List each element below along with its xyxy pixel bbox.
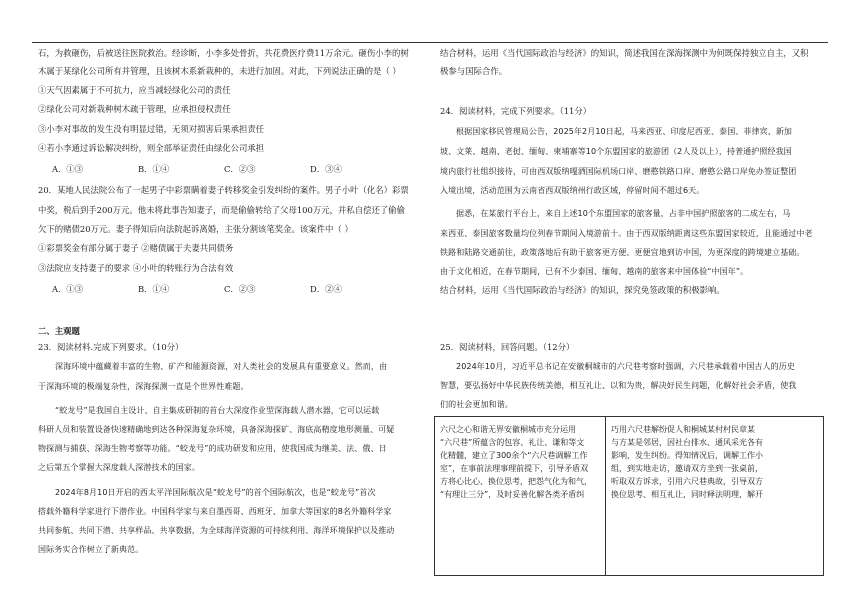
table-left-line: 方将心比心、换位思考，把怨气化为和气， — [440, 477, 592, 486]
table-right-line: 换位思考、相互礼让，同时释法明理，解开 — [611, 490, 763, 499]
q19-statement: ④若小李通过诉讼解决纠纷，则全部举证责任由绿化公司承担 — [38, 143, 265, 153]
q25-title: 25．阅读材料，回答问题。（12分） — [440, 342, 575, 352]
q24-material-line: 境内旅行社组织接待，可由西双版纳嘎洒国际机场口岸、磨憨铁路口岸、磨憨公路口岸免办签证整团 — [440, 167, 797, 176]
q19-option-a[interactable]: A．①③ — [52, 164, 84, 174]
q20-option-c[interactable]: C．②③ — [224, 284, 256, 294]
q23-material-line: 之后第五个掌握大深度载人深潜技术的国家。 — [38, 463, 200, 472]
q23-material-line: 国际务实合作树立了新典范。 — [38, 545, 144, 554]
q23-material-line: 于深海环境的极端复杂性，深海探测一直是个世界性难题。 — [38, 382, 249, 391]
q23-question-line: 极参与国际合作。 — [440, 66, 507, 76]
q20-option-a[interactable]: A．①③ — [52, 284, 84, 294]
q23-material-line: 共同参航、共同下潜、共享样品、共享数据，为全球海洋资源的可持续利用、海洋环境保护以及推动 — [38, 526, 395, 535]
table-cell-right — [611, 423, 819, 501]
q23-material-line: 深海环境中蕴藏着丰富的生物、矿产和能源资源，对人类社会的发展具有重要意义。然而，由 — [55, 362, 388, 371]
table-left-line: 室”，在事前法理事理前提下，引导矛盾双 — [440, 464, 589, 473]
q20-text-line: 中奖，税后到手200万元。他未将此事告知妻子，而是偷偷转给了父母100万元，并私自偿还了偷偷 — [38, 205, 405, 215]
q24-material-line: 根据国家移民管理局公告，2025年2月10日起，马来西亚、印度尼西亚、泰国、菲律宾、新加 — [456, 127, 793, 136]
table-right-line: 巧用六尺巷解纷促人和桐城某村村民章某 — [611, 425, 755, 434]
table-divider — [605, 417, 606, 575]
q24-material-line: 铁路和陆路交通前往，政策落地后有助于旅客更方便、更便宜地到访中国，为更深度的跨境建立基础。 — [440, 248, 805, 257]
q19-text-line: 木属于某绿化公司所有并管理，且该树木系新栽种的，未进行加固。对此，下列说法正确的是（ ） — [38, 66, 401, 76]
table-left-line: “有理让三分”，及时妥善化解各类矛盾纠 — [440, 490, 585, 499]
q24-material-line: 据悉，在某旅行平台上，来自上述10个东盟国家的旅客量，占非中国护照旅客的二成左右，马 — [456, 209, 791, 218]
q20-options — [52, 284, 396, 295]
q23-material-line: 物探测与捕获、深海生物考察等功能。“蛟龙号”的成功研发和应用，使我国成为继美、法、俄、日 — [38, 444, 387, 453]
q20-statement: ①彩票奖金有部分属于妻子 ②赌债属于夫妻共同债务 — [38, 243, 234, 253]
table-left-line: “六尺巷”所蕴含的包容、礼让、谦和等文 — [440, 438, 585, 447]
q23-material-line: 科研人员和装置设备快速精确地到达各种深海复杂环境，具备深海探矿、海底高精度地形测量、可疑 — [38, 425, 395, 434]
q24-title: 24．阅读材料，完成下列要求。（11分） — [440, 106, 592, 116]
table-right-line: 影响，发生纠纷。得知情况后，调解工作小 — [611, 451, 763, 460]
q25-material-line: 智慧，要弘扬好中华民族传统美德，相互礼让、以和为贵，解决好民生问题，化解好社会矛盾，使我 — [440, 381, 797, 390]
q24-material-line: 由于文化相近，在春节期间，已有不少泰国、缅甸、越南的旅客来中国体验“中国年”。 — [440, 267, 749, 276]
table-right-line: 组，到实地走访，邀请双方坐到一张桌前， — [611, 464, 763, 473]
q23-material-line: “蛟龙号”是我国自主设计、自主集成研制的首台大深度作业型深海载人潜水器，它可以运载 — [55, 406, 380, 415]
q24-question: 结合材料，运用《当代国际政治与经济》的知识，探究免签政策的积极影响。 — [440, 285, 725, 295]
q25-material-line: 2024年10月，习近平总书记在安徽桐城市的六尺巷考察时强调，六尺巷承载着中国古人的历史 — [456, 362, 795, 371]
q20-text-line: 20．某地人民法院公布了一起男子中彩票瞒着妻子转移奖金引发纠纷的案件。男子小叶（化名）彩票 — [38, 185, 409, 195]
q19-statement: ①天气因素属于不可抗力，应当减轻绿化公司的责任 — [38, 85, 231, 95]
q25-material-table — [434, 416, 824, 576]
q19-option-d[interactable]: D．③④ — [310, 164, 342, 174]
q24-material-line: 入境出境，活动范围为云南省西双版纳州行政区域，停留时间不超过6天。 — [440, 186, 705, 195]
table-left-line: 化精髓，建立了300余个“六尺巷调解工作 — [440, 451, 588, 460]
q19-statement: ②绿化公司对新栽种树木疏于管理，应承担侵权责任 — [38, 104, 231, 114]
q23-material-line: 2024年8月10日开启的西太平洋国际航次是“蛟龙号”的首个国际航次，也是“蛟龙号”首次 — [55, 488, 376, 497]
q19-option-c[interactable]: C．②③ — [224, 164, 256, 174]
table-left-line: 六尺之心和谐无界安徽桐城市充分运用 — [440, 425, 576, 434]
q23-question-line: 结合材料，运用《当代国际政治与经济》的知识，简述我国在深海探测中为何既保持独立自主，又积 — [440, 48, 809, 58]
table-right-line: 与方某是邻居，因社台排水、通风采光各有 — [611, 438, 763, 447]
q20-option-b[interactable]: B．①④ — [138, 284, 170, 294]
q25-material-line: 们的社会更加和谐。 — [440, 400, 513, 409]
q20-option-d[interactable]: D．②④ — [310, 284, 342, 294]
q24-material-line: 来西亚、泰国旅客数量均位列春节期间入境游前十。由于西双版纳距离这些东盟国家较近，且能通过中老 — [440, 229, 813, 238]
q19-text-line: 石，为救砸伤，后被送往医院救治。经诊断，小李多处骨折，共花费医疗费11万余元。砸伤小李的树 — [38, 48, 409, 58]
q20-text-line: 欠下的赌债20万元。妻子得知后向法院起诉离婚，主张分割该笔奖金。该案件中（ ） — [38, 224, 353, 234]
table-right-line: 听取双方诉求，引用六尺巷典故，引导双方 — [611, 477, 763, 486]
q23-material-line: 搭载外籍科学家进行下潜作业。中国科学家与来自墨西哥、西班牙、加拿大等国家的8名外籍科学家 — [38, 507, 392, 516]
q24-material-line: 坡、文莱、越南、老挝、缅甸、柬埔寨等10个东盟国家的旅游团（2人及以上），持普通护照经我国 — [440, 147, 792, 156]
q19-option-b[interactable]: B．①④ — [138, 164, 170, 174]
table-cell-left — [440, 423, 602, 501]
q19-statement: ③小李对事故的发生没有明显过错，无须对损害后果承担责任 — [38, 124, 265, 134]
section-title: 二、主观题 — [38, 326, 80, 336]
q19-options — [52, 164, 396, 175]
q20-statement: ③法院应支持妻子的要求 ④小叶的转账行为合法有效 — [38, 263, 234, 273]
q23-title: 23．阅读材料.完成下列要求。（10分） — [38, 342, 184, 352]
